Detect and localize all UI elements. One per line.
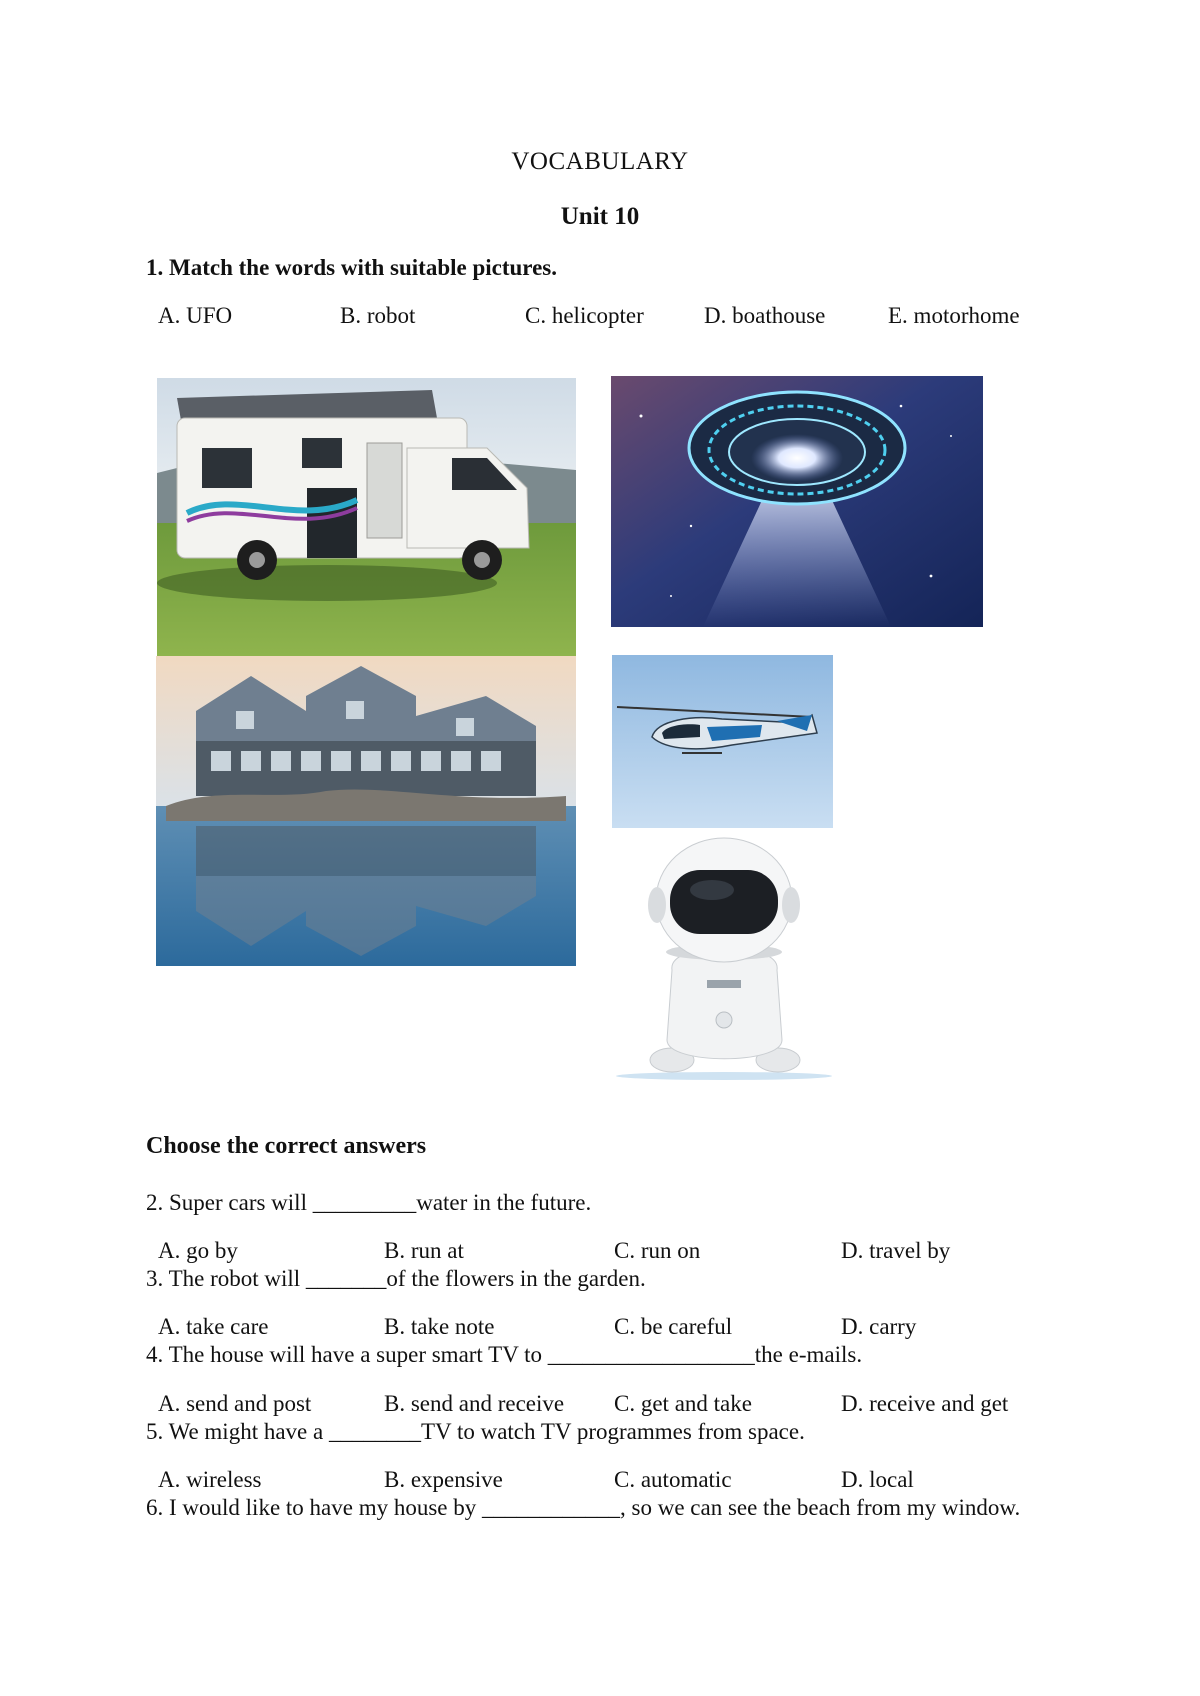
- answer-5d: D. local: [841, 1467, 914, 1492]
- answer-5b: B. expensive: [384, 1467, 503, 1492]
- page-title: VOCABULARY: [511, 148, 689, 175]
- robot-picture: [612, 830, 836, 1084]
- answer-4a: A. send and post: [158, 1391, 312, 1416]
- option-ufo: A. UFO: [158, 303, 233, 328]
- ufo-picture: [611, 376, 983, 627]
- option-helicopter: C. helicopter: [525, 303, 644, 328]
- question-3: 3. The robot will _______of the flowers in the garden.: [146, 1266, 646, 1291]
- helicopter-picture: [612, 655, 833, 828]
- answer-2d: D. travel by: [841, 1238, 951, 1263]
- question-2: 2. Super cars will _________water in the future.: [146, 1190, 592, 1215]
- answer-5c: C. automatic: [614, 1467, 732, 1492]
- answer-2a: A. go by: [158, 1238, 238, 1263]
- option-robot: B. robot: [340, 303, 416, 328]
- answer-4c: C. get and take: [614, 1391, 752, 1416]
- option-motorhome: E. motorhome: [888, 303, 1020, 328]
- question-6: 6. I would like to have my house by ____________, so we can see the beach from my window.: [146, 1495, 1021, 1520]
- section-heading: Choose the correct answers: [146, 1133, 427, 1159]
- motorhome-picture: [157, 378, 576, 656]
- question-5: 5. We might have a ________TV to watch TV programmes from space.: [146, 1419, 805, 1444]
- boathouse-picture: [156, 656, 576, 966]
- answer-2c: C. run on: [614, 1238, 701, 1263]
- option-boathouse: D. boathouse: [704, 303, 826, 328]
- answer-4d: D. receive and get: [841, 1391, 1009, 1416]
- exercise-1-instruction: 1. Match the words with suitable pictures.: [146, 255, 558, 280]
- unit-heading: Unit 10: [560, 203, 640, 230]
- answer-3c: C. be careful: [614, 1314, 733, 1339]
- answer-2b: B. run at: [384, 1238, 464, 1263]
- question-4: 4. The house will have a super smart TV to __________________the e-mails.: [146, 1342, 863, 1367]
- answer-5a: A. wireless: [158, 1467, 262, 1492]
- answer-3a: A. take care: [158, 1314, 269, 1339]
- answer-3b: B. take note: [384, 1314, 495, 1339]
- answer-4b: B. send and receive: [384, 1391, 565, 1416]
- answer-3d: D. carry: [841, 1314, 917, 1339]
